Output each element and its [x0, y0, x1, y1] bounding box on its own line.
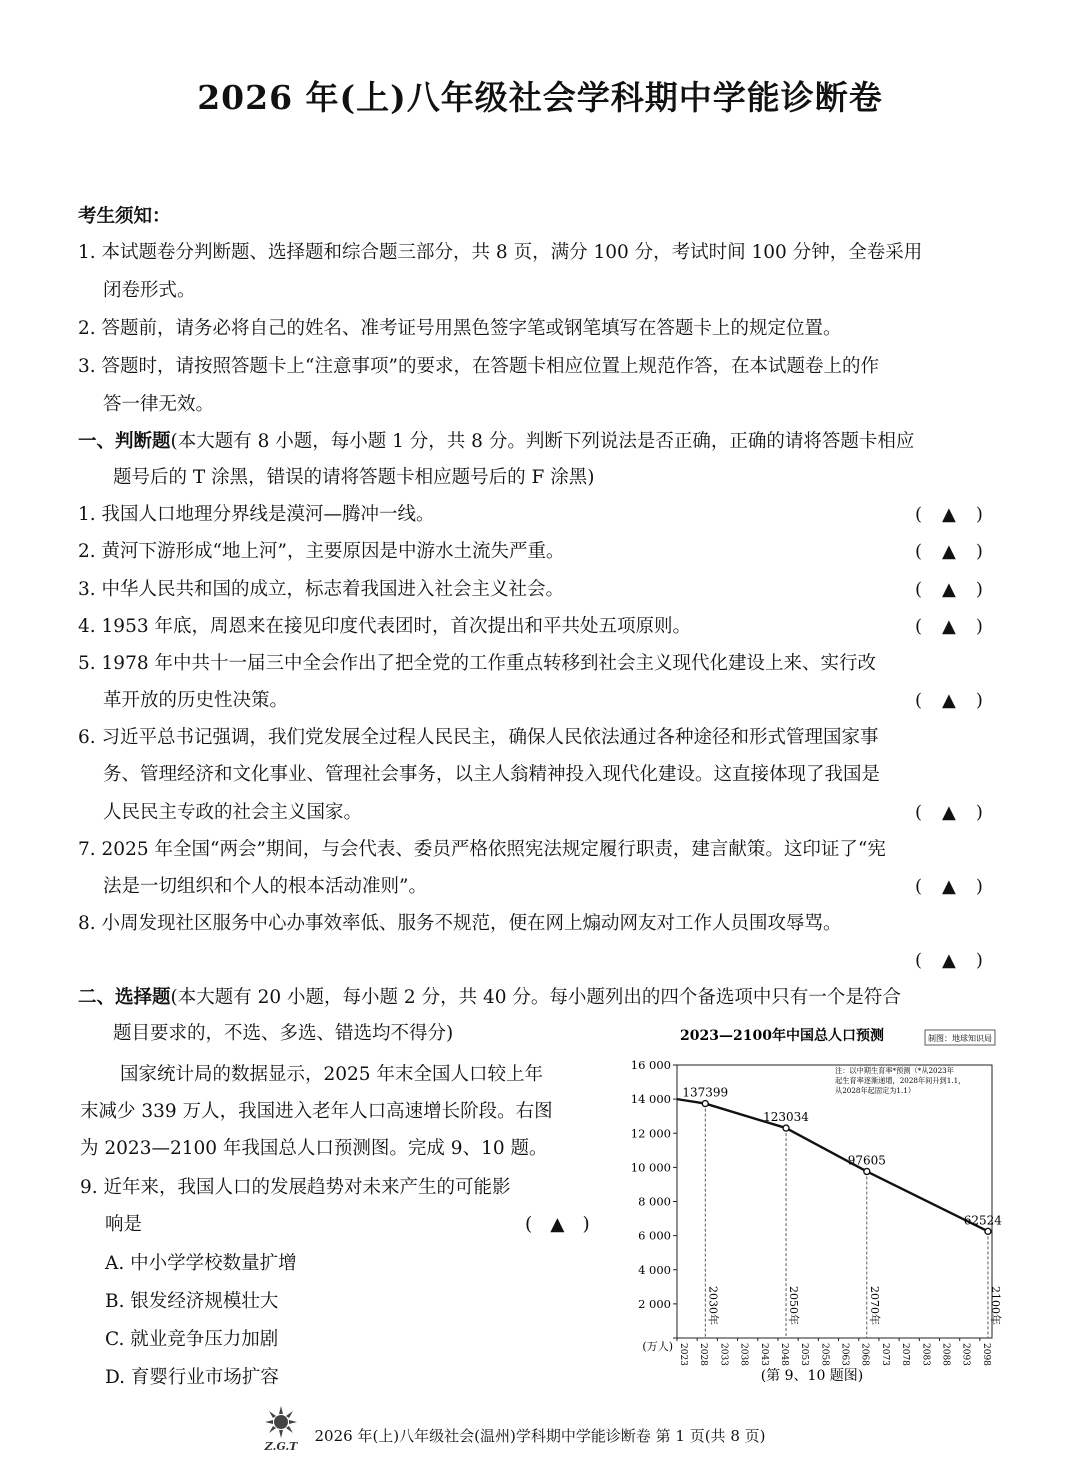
chart-source: 制图：地球知识局 [928, 1034, 992, 1043]
question-9: 9. 近年来，我国人口的发展趋势对未来产生的可能影 [80, 1177, 511, 1198]
answer-mark: ▲ [942, 802, 956, 823]
chart-svg [622, 1020, 1002, 1390]
answer-bracket[interactable]: ( ▲ ) [915, 616, 983, 637]
intro-text: 国家统计局的数据显示，2025 年末全国人口较上年 [120, 1064, 543, 1085]
population-line [677, 1099, 988, 1231]
data-label: 137399 [682, 1085, 729, 1100]
question-3: 3. 中华人民共和国的成立，标志着我国进入社会主义社会。 [78, 579, 565, 600]
data-point [702, 1101, 708, 1107]
x-tick-label: 2058 [819, 1343, 830, 1366]
notice-item: 2. 答题前，请务必将自己的姓名、准考证号用黑色签字笔或钢笔填写在答题卡上的规定位置。 [78, 318, 842, 339]
page-title: 2026 年(上)八年级社会学科期中学能诊断卷 [197, 78, 883, 117]
answer-mark: ▲ [942, 690, 956, 711]
x-tick-label: 2033 [718, 1343, 729, 1366]
answer-mark: ▲ [942, 876, 956, 897]
answer-bracket[interactable]: ( ▲ ) [915, 876, 983, 897]
answer-mark: ▲ [942, 504, 956, 525]
data-point [985, 1228, 991, 1234]
answer-bracket[interactable]: ( ▲ ) [525, 1214, 590, 1235]
x-tick-label: 2083 [920, 1343, 931, 1366]
question-6-cont: 人民民主专政的社会主义国家。 [103, 802, 363, 823]
option-c[interactable]: C. 就业竞争压力加剧 [105, 1329, 279, 1350]
y-tick-label: 6 000 [638, 1228, 671, 1243]
x-tick-label: 2028 [698, 1343, 709, 1366]
notice-item: 1. 本试题卷分判断题、选择题和综合题三部分，共 8 页，满分 100 分，考试时间 100 分钟，全卷采用 [78, 242, 923, 263]
x-tick-label: 2093 [960, 1343, 971, 1366]
question-6: 6. 习近平总书记强调，我们党发展全过程人民民主，确保人民依法通过各种途径和形式管理国家事 [78, 727, 879, 748]
section2-header [78, 986, 901, 1010]
x-tick-label: 2023 [678, 1343, 688, 1366]
answer-bracket[interactable]: ( ▲ ) [915, 690, 983, 711]
question-7: 7. 2025 年全国“两会”期间，与会代表、委员严格依照宪法规定履行职责，建言献策。这印证了“宪 [78, 839, 886, 860]
x-tick-label: 2073 [879, 1343, 890, 1366]
x-tick-label: 2088 [940, 1343, 951, 1366]
x-tick-label: 2098 [980, 1343, 991, 1366]
x-tick-label: 2068 [859, 1343, 870, 1366]
chart-caption: (第 9、10 题图) [760, 1368, 864, 1384]
data-label: 97605 [847, 1153, 886, 1168]
answer-bracket[interactable]: ( ▲ ) [915, 802, 983, 823]
page-footer: 2026 年(上)八年级社会(温州)学科期中学能诊断卷 第 1 页(共 8 页) [314, 1427, 766, 1445]
section1-header [78, 430, 914, 454]
x-tick-label: 2043 [758, 1343, 769, 1366]
chart-frame [677, 1065, 992, 1338]
data-point [783, 1125, 789, 1131]
year-marker-label: 2030年 [706, 1286, 720, 1325]
y-tick-label: 2 000 [638, 1296, 671, 1311]
y-tick-label: 4 000 [638, 1262, 671, 1277]
question-2: 2. 黄河下游形成“地上河”，主要原因是中游水土流失严重。 [78, 541, 565, 562]
y-tick-label: 8 000 [638, 1194, 671, 1209]
answer-mark: ▲ [942, 616, 956, 637]
data-point [864, 1168, 870, 1174]
question-5-cont: 革开放的历史性决策。 [103, 690, 289, 711]
population-chart [622, 1020, 1002, 1390]
question-5: 5. 1978 年中共十一届三中全会作出了把全党的工作重点转移到社会主义现代化建设上来、实行改 [78, 653, 876, 674]
section2-desc: (本大题有 20 小题，每小题 2 分，共 40 分。每小题列出的四个备选项中只有一个是符合 [170, 987, 901, 1008]
y-tick-label: 16 000 [630, 1058, 671, 1072]
question-6-cont: 务、管理经济和文化事业、管理社会事务，以主人翁精神投入现代化建设。这直接体现了我国是 [103, 764, 881, 785]
year-marker-label: 2070年 [867, 1286, 881, 1325]
question-9-cont: 响是 [105, 1214, 143, 1235]
answer-bracket[interactable]: ( ▲ ) [915, 579, 983, 600]
answer-bracket[interactable]: ( ▲ ) [915, 504, 983, 525]
notice-item: 答一律无效。 [103, 394, 215, 415]
notice-item: 3. 答题时，请按照答题卡上“注意事项”的要求，在答题卡相应位置上规范作答，在本试题卷上的作 [78, 356, 879, 377]
logo-text: Z.G.T [264, 1440, 298, 1453]
section1-desc: (本大题有 8 小题，每小题 1 分，共 8 分。判断下列说法是否正确，正确的请将答题卡相应 [170, 431, 915, 452]
question-8: 8. 小周发现社区服务中心办事效率低、服务不规范，便在网上煽动网友对工作人员围攻辱骂。 [78, 913, 842, 934]
x-tick-label: 2063 [839, 1343, 850, 1366]
intro-text: 为 2023—2100 年我国总人口预测图。完成 9、10 题。 [80, 1138, 548, 1159]
x-tick-label: 2038 [738, 1343, 749, 1366]
section2-heading: 二、选择题 [78, 987, 171, 1008]
answer-mark: ▲ [550, 1214, 565, 1235]
intro-text: 末减少 339 万人，我国进入老年人口高速增长阶段。右图 [80, 1101, 553, 1122]
y-axis-label: (万人) [642, 1340, 673, 1353]
answer-mark: ▲ [942, 950, 956, 971]
section1-desc-cont: 题号后的 T 涂黑，错误的请将答题卡相应题号后的 F 涂黑) [113, 467, 595, 488]
x-tick-label: 2078 [900, 1343, 911, 1366]
answer-bracket[interactable]: ( ▲ ) [915, 541, 983, 562]
answer-bracket[interactable]: ( ▲ ) [915, 950, 983, 971]
year-marker-label: 2100年 [988, 1286, 1002, 1325]
chart-title: 2023—2100年中国总人口预测 [680, 1028, 884, 1044]
answer-mark: ▲ [942, 579, 956, 600]
chart-note: 注：以中期生育率*预测（*从2023年起生育率逐渐递增，2028年间升到1.1，从2028年起固定为1.1） [835, 1066, 966, 1095]
notice-item: 闭卷形式。 [103, 280, 196, 301]
answer-mark: ▲ [942, 541, 956, 562]
option-d[interactable]: D. 育婴行业市场扩容 [105, 1367, 279, 1388]
section2-desc-cont: 题目要求的，不选、多选、错选均不得分) [113, 1023, 454, 1044]
question-1: 1. 我国人口地理分界线是漠河—腾冲一线。 [78, 504, 435, 525]
y-tick-label: 14 000 [630, 1092, 671, 1107]
year-marker-label: 2050年 [787, 1286, 801, 1325]
question-7-cont: 法是一切组织和个人的根本活动准则”。 [103, 876, 427, 897]
x-tick-label: 2053 [799, 1343, 810, 1366]
option-b[interactable]: B. 银发经济规模壮大 [105, 1291, 279, 1312]
data-label: 123034 [763, 1110, 809, 1125]
x-tick-label: 2048 [778, 1343, 789, 1366]
data-label: 62524 [963, 1213, 1002, 1228]
notice-heading: 考生须知： [78, 206, 171, 227]
question-4: 4. 1953 年底，周恩来在接见印度代表团时，首次提出和平共处五项原则。 [78, 616, 691, 637]
section1-heading: 一、判断题 [78, 431, 171, 452]
y-tick-label: 12 000 [630, 1126, 671, 1141]
y-tick-label: 10 000 [630, 1160, 671, 1175]
option-a[interactable]: A. 中小学学校数量扩增 [105, 1253, 297, 1274]
